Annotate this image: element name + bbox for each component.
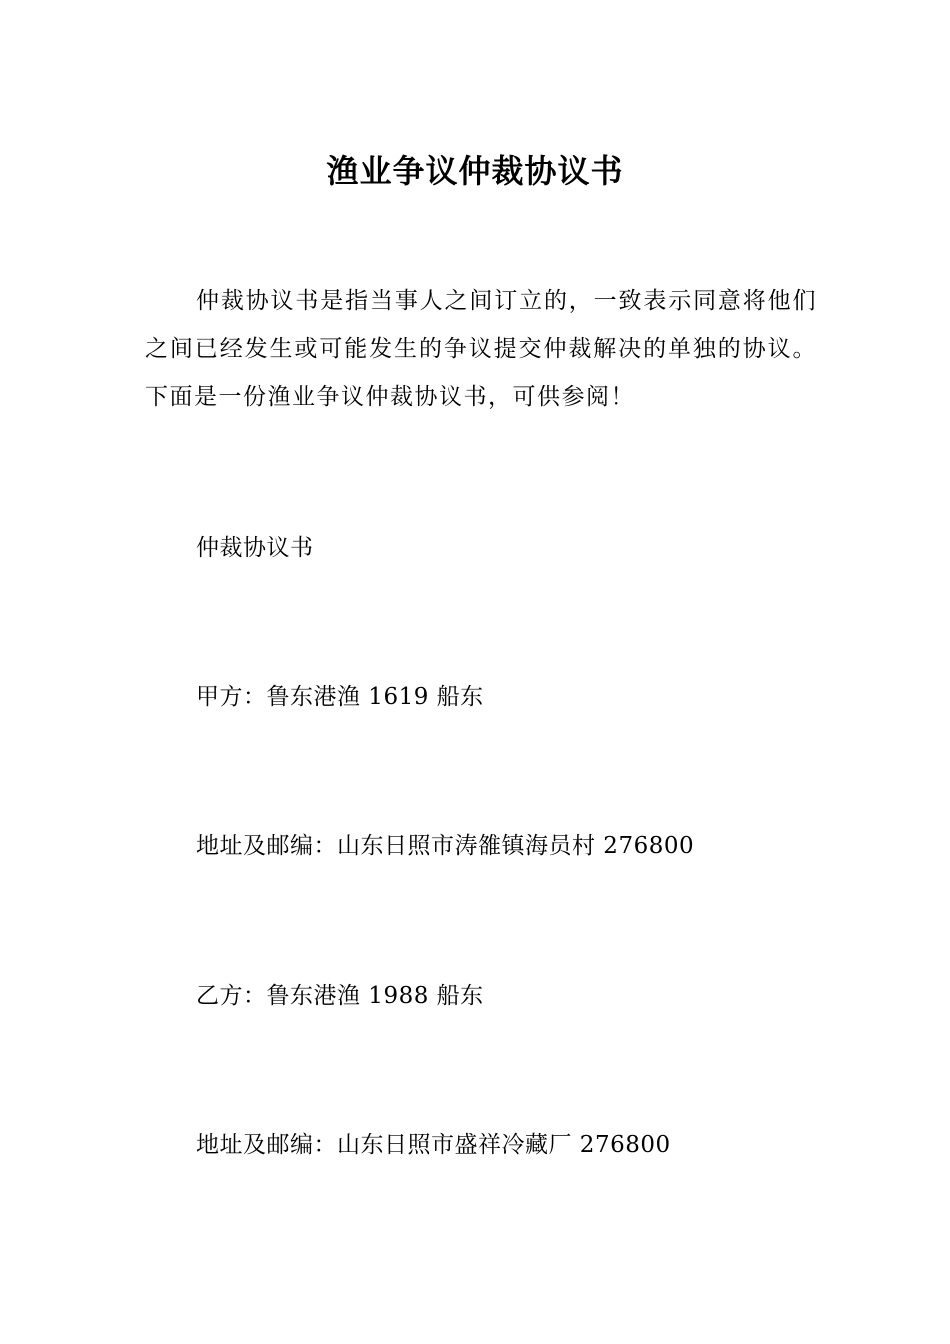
party-b-line: 乙方：鲁东港渔 1988 船东 bbox=[196, 983, 484, 1009]
party-a-line: 甲方：鲁东港渔 1619 船东 bbox=[196, 684, 484, 710]
party-b-address-line: 地址及邮编：山东日照市盛祥冷藏厂 276800 bbox=[196, 1132, 671, 1158]
intro-paragraph: 仲裁协议书是指当事人之间订立的，一致表示同意将他们之间已经发生或可能发生的争议提交仲裁解决的单独的协议。下面是一份渔业争议仲裁协议书，可供参阅！ bbox=[145, 288, 817, 410]
party-a-address-line: 地址及邮编：山东日照市涛雒镇海员村 276800 bbox=[196, 833, 695, 859]
document-title: 渔业争议仲裁协议书 bbox=[326, 152, 624, 191]
agreement-subtitle: 仲裁协议书 bbox=[196, 535, 314, 561]
